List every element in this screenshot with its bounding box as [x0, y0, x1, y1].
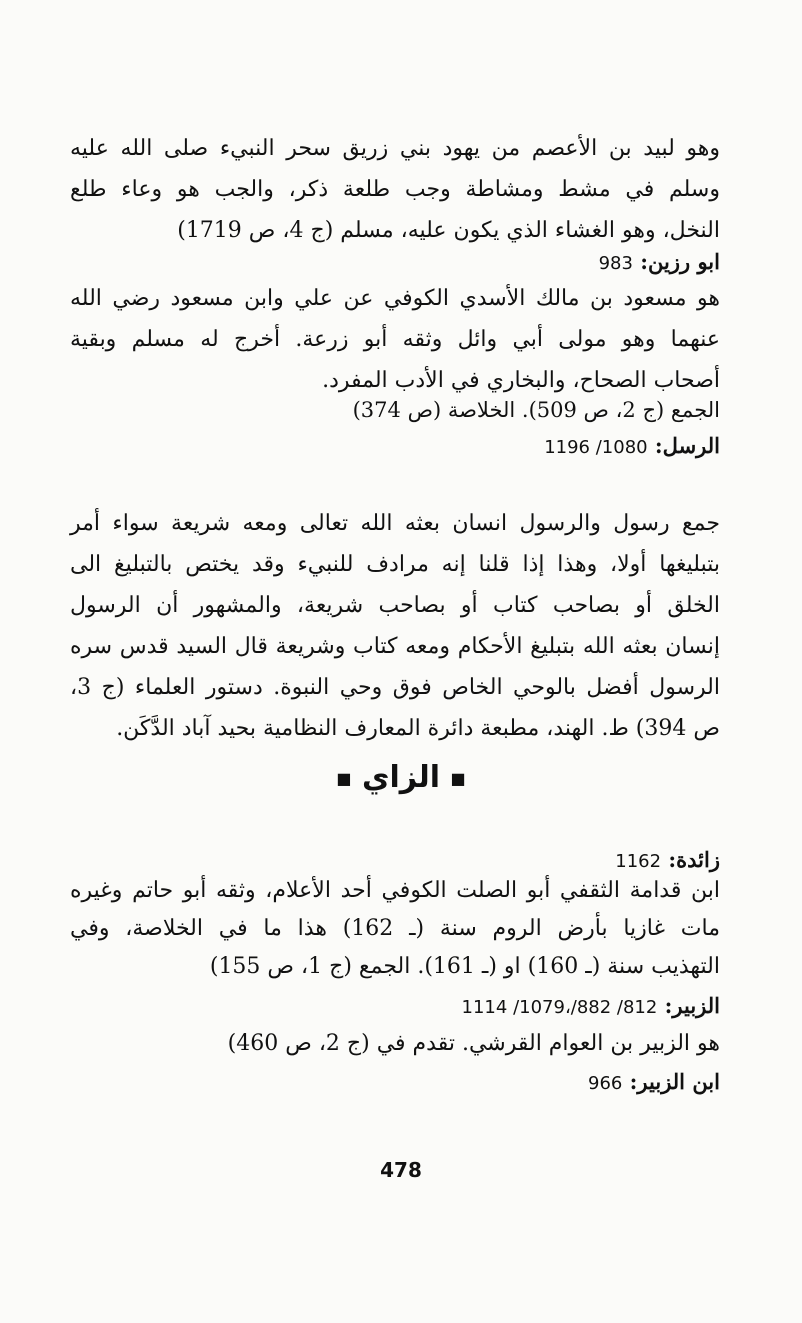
entry-rusul-body — [70, 503, 720, 749]
entry-abu-razin-body — [70, 278, 720, 401]
entry-abu-razin — [70, 244, 720, 282]
section-title-text: الزاي — [362, 760, 440, 795]
entry-heading — [70, 1064, 720, 1102]
text-line: جمع رسول والرسول انسان بعثه الله تعالى ومعه شريعة سواء أمر — [70, 511, 720, 536]
entry-abu-razin-reference — [70, 392, 720, 428]
entry-heading-title: ابن الزبير: — [629, 1069, 720, 1094]
section-title — [0, 760, 802, 795]
page-number: 478 — [380, 1158, 422, 1182]
entry-zubayr-body — [70, 1024, 720, 1064]
text-line: النخل، وهو الغشاء الذي يكون عليه، مسلم (ج 4، ص 1719) — [177, 218, 720, 243]
entry-heading-title: الرسل: — [654, 433, 720, 458]
entry-lubayd — [70, 128, 720, 251]
entry-heading-pages: 1162 — [615, 851, 662, 872]
square-ornament-icon: ■ — [336, 769, 352, 788]
text-line: وهو لبيد بن الأعصم من يهود بني زريق سحر النبيء صلى الله عليه — [70, 136, 720, 161]
entry-ibn-zubayr — [70, 1064, 720, 1102]
text-line: مات غازيا بأرض الروم سنة (ـ 162) هذا ما في الخلاصة، وفي — [70, 916, 720, 941]
entry-heading-pages: 983 — [598, 253, 633, 274]
entry-heading — [70, 988, 720, 1026]
text-line: هو الزبير بن العوام القرشي. تقدم في (ج 2، ص 460) — [227, 1031, 720, 1056]
entry-heading-pages: 966 — [588, 1073, 623, 1094]
entry-heading-title: ابو رزين: — [640, 249, 720, 274]
entry-zubayr — [70, 988, 720, 1026]
entry-heading-pages: 812/ 882/،1079/ 1114 — [461, 997, 658, 1018]
text-line: التهذيب سنة (ـ 160) او (ـ 161). الجمع (ج 1، ص 155) — [209, 954, 720, 979]
text-line: بتبليغها أولا، وهذا إذا قلنا إنه مرادف للنبيء وقد يختص بالتبليغ الى — [70, 552, 720, 577]
entry-zaida-body — [70, 872, 720, 986]
text-line: الخلق أو بصاحب كتاب أو بصاحب شريعة، والمشهور أن الرسول — [70, 593, 720, 618]
text-line: ابن قدامة الثقفي أبو الصلت الكوفي أحد الأعلام، وثقه أبو حاتم وغيره — [70, 878, 720, 903]
square-ornament-icon: ■ — [450, 769, 466, 788]
text-line: الرسول أفضل بالوحي الخاص فوق وحي النبوة. دستور العلماء (ج 3، — [70, 675, 720, 700]
text-line: أصحاب الصحاح، والبخاري في الأدب المفرد. — [322, 368, 720, 393]
entry-heading-title: زائدة: — [668, 847, 720, 872]
entry-heading — [70, 428, 720, 466]
entry-heading-title: الزبير: — [664, 993, 720, 1018]
entry-heading — [70, 244, 720, 282]
text-line: عنهما وهو مولى أبي وائل وثقه أبو زرعة. أخرج له مسلم وبقية — [70, 327, 720, 352]
reference-line: الجمع (ج 2، ص 509). الخلاصة (ص 374) — [352, 398, 720, 422]
text-line: هو مسعود بن مالك الأسدي الكوفي عن علي وابن مسعود رضي الله — [70, 286, 720, 311]
text-line: ص 394) ط. الهند، مطبعة دائرة المعارف النظامية بحيد آباد الدَّكَن. — [116, 716, 720, 741]
entry-heading-pages: 1080/ 1196 — [544, 437, 648, 458]
text-line: إنسان بعثه الله بتبليغ الأحكام ومعه كتاب وشريعة قال السيد قدس سره — [70, 634, 720, 659]
text-line: وسلم في مشط ومشاطة وجب طلعة ذكر، والجب هو وعاء طلع — [70, 177, 720, 202]
entry-rusul — [70, 428, 720, 466]
